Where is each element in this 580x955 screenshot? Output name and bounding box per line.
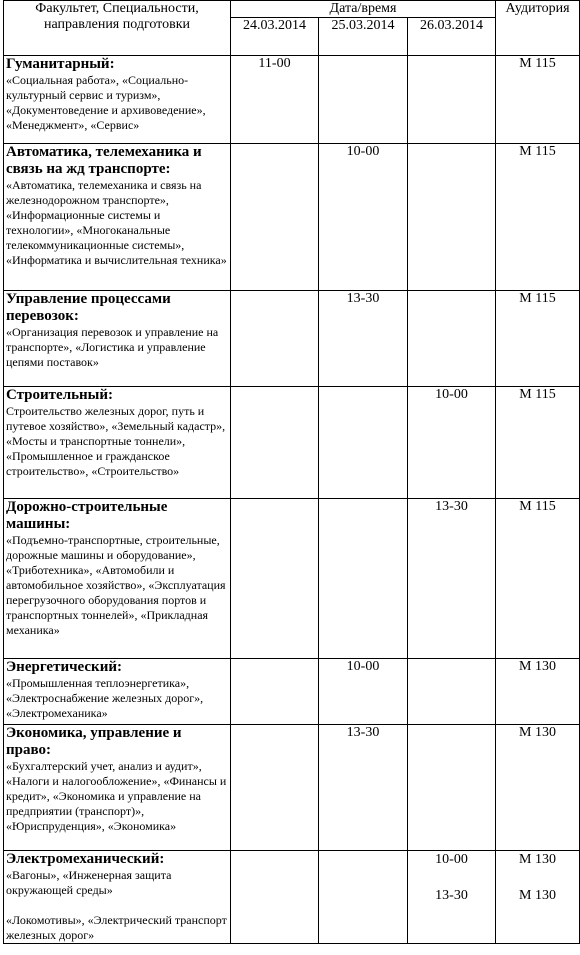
specialties-text: «Подъемно-транспортные, строительные, дорожные машины и оборудование», «Триботехника», «Автомобили и автомобильное хозяйство», «Эксплуатация перегрузочного оборудования портов и транспортных тоннелей», «Прикладная механика» <box>6 533 226 637</box>
table-row <box>4 56 580 144</box>
table-row <box>4 387 580 499</box>
table-row <box>4 725 580 851</box>
time-cell <box>319 387 408 499</box>
room-stack <box>498 851 577 905</box>
header-date-3: 26.03.2014 <box>408 18 496 56</box>
faculty-name: Автоматика, телемеханика и связь на жд транспорте: <box>6 144 202 177</box>
time-cell <box>319 56 408 144</box>
room-cell: М 115 <box>496 291 580 387</box>
table-row <box>4 291 580 387</box>
room-value-a: М 130 <box>519 852 556 867</box>
faculty-name: Энергетический: <box>6 659 122 675</box>
room-value-b: М 130 <box>519 888 556 903</box>
header-datetime: Дата/время <box>231 1 496 18</box>
time-cell: 10-00 <box>319 659 408 725</box>
time-value-b: 13-30 <box>435 888 468 903</box>
time-cell <box>231 851 319 944</box>
header-date-1: 24.03.2014 <box>231 18 319 56</box>
table-row <box>4 851 580 944</box>
time-cell <box>231 499 319 659</box>
time-stack <box>410 851 493 905</box>
time-cell: 13-30 <box>319 291 408 387</box>
room-cell: М 115 <box>496 499 580 659</box>
faculty-cell <box>4 725 231 851</box>
faculty-cell <box>4 659 231 725</box>
faculty-name: Строительный: <box>6 387 114 403</box>
specialties-text: «Социальная работа», «Социально-культурный сервис и туризм», «Документоведение и архивоведение», «Менеджмент», «Сервис» <box>6 73 206 132</box>
header-auditorium: Аудитория <box>496 1 580 56</box>
header-date-2: 25.03.2014 <box>319 18 408 56</box>
time-cell <box>231 291 319 387</box>
table-row <box>4 144 580 291</box>
room-cell: М 115 <box>496 56 580 144</box>
time-cell: 13-30 <box>408 499 496 659</box>
time-cell <box>408 291 496 387</box>
specialties-text: «Организация перевозок и управление на транспорте», «Логистика и управление цепями поставок» <box>6 325 219 369</box>
time-cell <box>231 725 319 851</box>
specialties-text: «Промышленная теплоэнергетика», «Электроснабжение железных дорог», «Электромеханика» <box>6 676 204 720</box>
specialties-text: «Бухгалтерский учет, анализ и аудит», «Налоги и налогообложение», «Финансы и кредит», «Экономика и управление на предприятии (транспорт)», «Юриспруденция», «Экономика» <box>6 759 227 833</box>
time-cell <box>408 144 496 291</box>
time-cell: 10-00 <box>319 144 408 291</box>
faculty-name: Управление процессами перевозок: <box>6 291 171 324</box>
faculty-name: Дорожно-строительные машины: <box>6 499 168 532</box>
time-cell: 11-00 <box>231 56 319 144</box>
specialties-text: Строительство железных дорог, путь и путевое хозяйство», «Земельный кадастр», «Мосты и транспортные тоннели», «Промышленное и гражданское строительство», «Строительство» <box>6 404 226 478</box>
room-cell: М 130 <box>496 659 580 725</box>
faculty-cell <box>4 291 231 387</box>
time-cell <box>408 659 496 725</box>
time-cell <box>319 499 408 659</box>
faculty-suffix: : <box>109 56 115 72</box>
room-cell-multi <box>496 851 580 944</box>
time-cell <box>408 56 496 144</box>
faculty-name: Электромеханический: <box>6 851 165 867</box>
time-cell <box>231 144 319 291</box>
time-cell <box>319 851 408 944</box>
room-cell: М 130 <box>496 725 580 851</box>
time-cell <box>231 387 319 499</box>
faculty-cell <box>4 56 231 144</box>
header-faculty: Факультет, Специальности, направления подготовки <box>4 1 231 56</box>
faculty-name: Экономика, управление и право: <box>6 725 182 758</box>
time-cell: 10-00 <box>408 387 496 499</box>
room-cell: М 115 <box>496 387 580 499</box>
specialties-text: «Автоматика, телемеханика и связь на железнодорожном транспорте», «Информационные системы и технологии», «Многоканальные телекоммуникационные системы», «Информатика и вычислительная техника» <box>6 178 227 267</box>
faculty-cell <box>4 499 231 659</box>
time-cell <box>408 725 496 851</box>
time-value-a: 10-00 <box>435 852 468 867</box>
time-cell <box>231 659 319 725</box>
room-cell: М 115 <box>496 144 580 291</box>
time-cell: 13-30 <box>319 725 408 851</box>
specialties-text-a: «Вагоны», «Инженерная защита окружающей среды» <box>6 868 172 897</box>
table-row <box>4 659 580 725</box>
schedule-table <box>3 0 580 944</box>
table-row <box>4 499 580 659</box>
time-cell-multi <box>408 851 496 944</box>
faculty-name: Гуманитарный <box>6 56 110 72</box>
specialties-text-b: «Локомотивы», «Электрический транспорт железных дорог» <box>6 913 227 942</box>
faculty-cell <box>4 851 231 944</box>
faculty-cell <box>4 387 231 499</box>
faculty-cell <box>4 144 231 291</box>
